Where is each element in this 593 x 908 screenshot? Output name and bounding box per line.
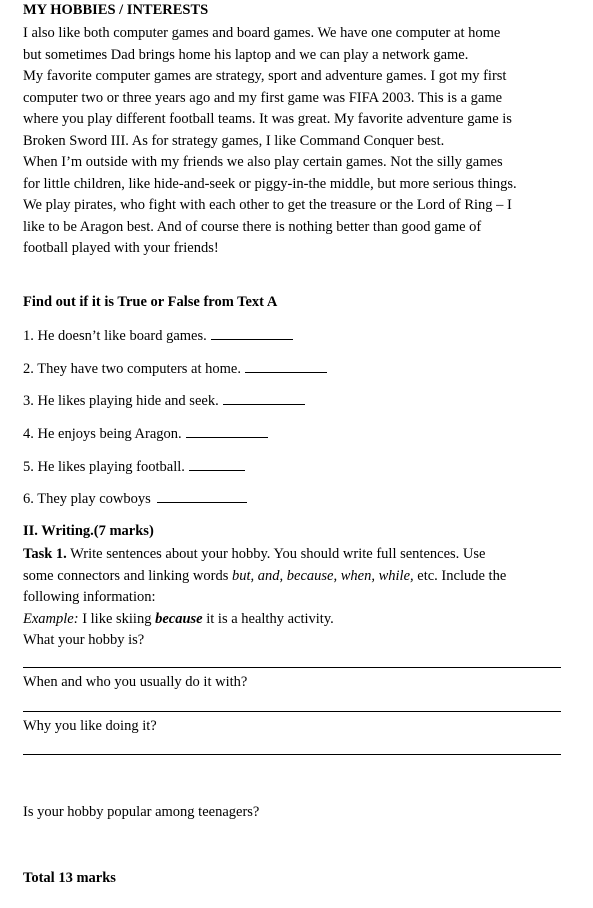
paragraph-line: but sometimes Dad brings home his laptop and we can play a network game. <box>23 46 469 63</box>
paragraph-line: When I’m outside with my friends we also play certain games. Not the silly games <box>23 154 503 170</box>
paragraph-line: like to be Aragon best. And of course there is nothing better than good game of <box>23 218 482 235</box>
task-text: some connectors and linking words <box>23 567 233 584</box>
answer-blank[interactable] <box>223 392 305 405</box>
task-text: etc. Include the <box>413 567 507 584</box>
paragraph-line: computer two or three years ago and my first game was FIFA 2003. This is a game <box>23 89 503 106</box>
questions-heading: Find out if it is True or False from Text A <box>23 294 278 310</box>
writing-heading: II. Writing.(7 marks) <box>23 523 154 539</box>
paragraph-line: Broken Sword III. As for strategy games, I like Command Conquer best. <box>23 132 445 149</box>
page-title: MY HOBBIES / INTERESTS <box>23 2 209 18</box>
question-text: 3. He likes playing hide and seek. <box>23 393 219 409</box>
example-label: Example: <box>23 610 79 627</box>
task-instructions <box>23 544 585 652</box>
answer-blank[interactable] <box>157 490 247 503</box>
example-text: it is a healthy activity. <box>202 610 334 627</box>
paragraph-line: We play pirates, who fight with each other to get the treasure or the Lord of Ring – I <box>23 197 512 213</box>
question-text: 2. They have two computers at home. <box>23 361 241 377</box>
question-item <box>23 490 247 508</box>
task-text: Write sentences about your hobby. You should write full sentences. Use <box>66 546 486 562</box>
task-line <box>23 544 585 566</box>
paragraph-line: where you play different football teams. It was great. My favorite adventure game is <box>23 111 512 127</box>
prompt-text: Is your hobby popular among teenagers? <box>23 804 260 820</box>
question-item <box>23 360 327 378</box>
answer-line[interactable] <box>23 754 561 755</box>
example-text: I like skiing <box>78 610 156 627</box>
answer-blank[interactable] <box>245 360 327 373</box>
task-line: following information: <box>23 589 156 605</box>
text-a-paragraph <box>23 23 585 260</box>
question-item <box>23 425 268 443</box>
question-item <box>23 392 305 410</box>
question-item <box>23 458 245 476</box>
answer-blank[interactable] <box>211 327 293 340</box>
total-marks: Total 13 marks <box>23 870 116 886</box>
question-text: 6. They play cowboys <box>23 491 151 507</box>
prompt-text: What your hobby is? <box>23 632 145 648</box>
question-text: 1. He doesn’t like board games. <box>23 328 207 344</box>
paragraph-line: football played with your friends! <box>23 240 219 256</box>
answer-line[interactable] <box>23 711 561 712</box>
task-line <box>23 566 585 588</box>
task-label: Task 1. <box>23 546 67 562</box>
question-text: 4. He enjoys being Aragon. <box>23 426 182 442</box>
paragraph-line: for little children, like hide-and-seek or piggy-in-the middle, but more serious things. <box>23 175 517 192</box>
answer-blank[interactable] <box>186 425 268 438</box>
example-keyword: because <box>155 610 203 627</box>
answer-blank[interactable] <box>189 458 245 471</box>
question-item <box>23 327 293 345</box>
example-line <box>23 609 585 631</box>
linking-words: but, and, because, when, while, <box>232 567 414 584</box>
prompt-text: When and who you usually do it with? <box>23 674 248 690</box>
paragraph-line: My favorite computer games are strategy, sport and adventure games. I got my first <box>23 68 507 84</box>
answer-line[interactable] <box>23 667 561 668</box>
prompt-text: Why you like doing it? <box>23 718 157 734</box>
paragraph-line: I also like both computer games and board games. We have one computer at home <box>23 25 501 41</box>
question-text: 5. He likes playing football. <box>23 459 185 475</box>
